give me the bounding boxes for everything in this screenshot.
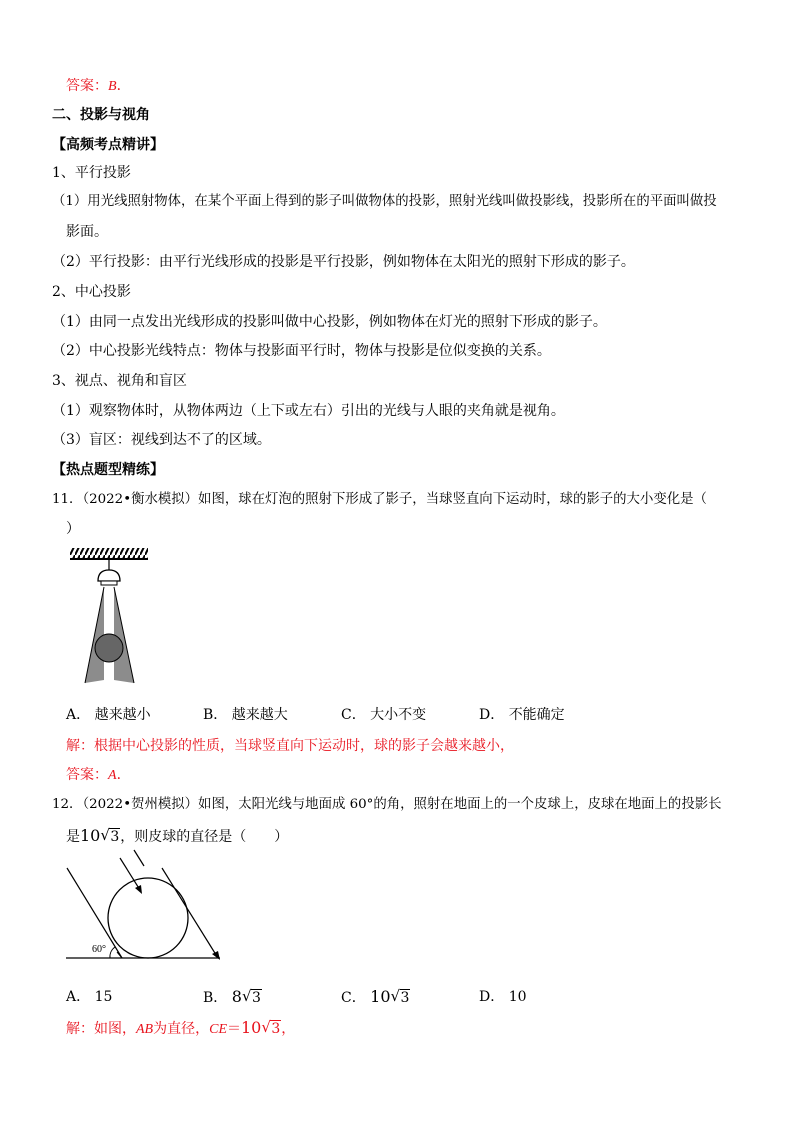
angle-label: 60° <box>92 944 106 955</box>
q12-option-d[interactable]: D． 10 <box>479 989 527 1005</box>
ceiling <box>70 548 148 558</box>
q12-stem-line-1: 12．（2022•贺州模拟）如图，太阳光线与地面成 60°的角，照射在地面上的一个皮球上，皮球在地面上的投影长 <box>52 797 722 812</box>
q11-option-b[interactable]: B． 越来越大 <box>203 707 288 723</box>
section-title: 二、投影与视角 <box>52 107 150 123</box>
q12-option-c[interactable]: C． 10 √ 3 <box>341 987 410 1006</box>
lamp-shade <box>98 570 120 581</box>
point-3-item-1: （1）观察物体时，从物体两边（上下或左右）引出的光线与人眼的夹角就是视角。 <box>52 403 565 419</box>
sqrt-symbol: √ 3 <box>100 826 120 845</box>
q12-option-a[interactable]: A． 15 <box>66 989 113 1005</box>
q12-sun-ball-figure <box>62 848 232 968</box>
q11-option-c[interactable]: C． 大小不变 <box>341 707 427 723</box>
sun-ray-middle <box>120 858 140 890</box>
point-2-item-1: （1）由同一点发出光线形成的投影叫做中心投影，例如物体在灯光的照射下形成的影子。 <box>52 314 607 330</box>
point-2-item-2: （2）中心投影光线特点：物体与投影面平行时，物体与投影是位似变换的关系。 <box>52 343 551 359</box>
q11-option-a[interactable]: A． 越来越小 <box>66 707 151 723</box>
point-3-item-3: （3）盲区：视线到达不了的区域。 <box>52 432 271 448</box>
point-1-item-1-line-1: （1）用光线照射物体，在某个平面上得到的影子叫做物体的投影，照射光线叫做投影线，投影所在的平面叫做投 <box>52 194 717 209</box>
q12-solution: 解：如图，AB为直径，CE＝10 √ 3， <box>66 1018 296 1037</box>
q11-stem-line-2: ） <box>66 521 80 537</box>
q12-stem-line-2: 是10 √ 3，则皮球的直径是（ ） <box>66 826 289 845</box>
sqrt-symbol: √ 3 <box>390 987 410 1006</box>
point-1-item-2: （2）平行投影：由平行光线形成的投影是平行投影，例如物体在太阳光的照射下形成的影子。 <box>52 254 635 270</box>
q12-option-b[interactable]: B． 8 √ 3 <box>203 987 261 1006</box>
q11-solution: 解：根据中心投影的性质，当球竖直向下运动时，球的影子会越来越小， <box>66 738 514 754</box>
q11-stem-line-1: 11．（2022•衡水模拟）如图，球在灯泡的照射下形成了影子，当球竖直向下运动时，球的影子的大小变化是（ <box>52 492 707 507</box>
point-1-title: 1、平行投影 <box>52 165 131 181</box>
sun-ray-right <box>162 868 218 958</box>
q11-option-d[interactable]: D． 不能确定 <box>479 707 565 723</box>
sqrt-symbol: √ 3 <box>241 987 261 1006</box>
point-2-title: 2、中心投影 <box>52 284 131 300</box>
previous-answer: 答案：B． <box>66 78 131 94</box>
key-points-header: 【高频考点精讲】 <box>52 137 164 153</box>
point-3-title: 3、视点、视角和盲区 <box>52 373 187 389</box>
q11-lamp-ball-figure <box>60 545 160 685</box>
ball <box>95 634 123 662</box>
point-1-item-1-line-2: 影面。 <box>66 224 108 240</box>
q11-answer: 答案：A． <box>66 767 131 783</box>
sqrt-symbol: √ 3 <box>261 1018 281 1037</box>
practice-header: 【热点题型精练】 <box>52 462 164 478</box>
